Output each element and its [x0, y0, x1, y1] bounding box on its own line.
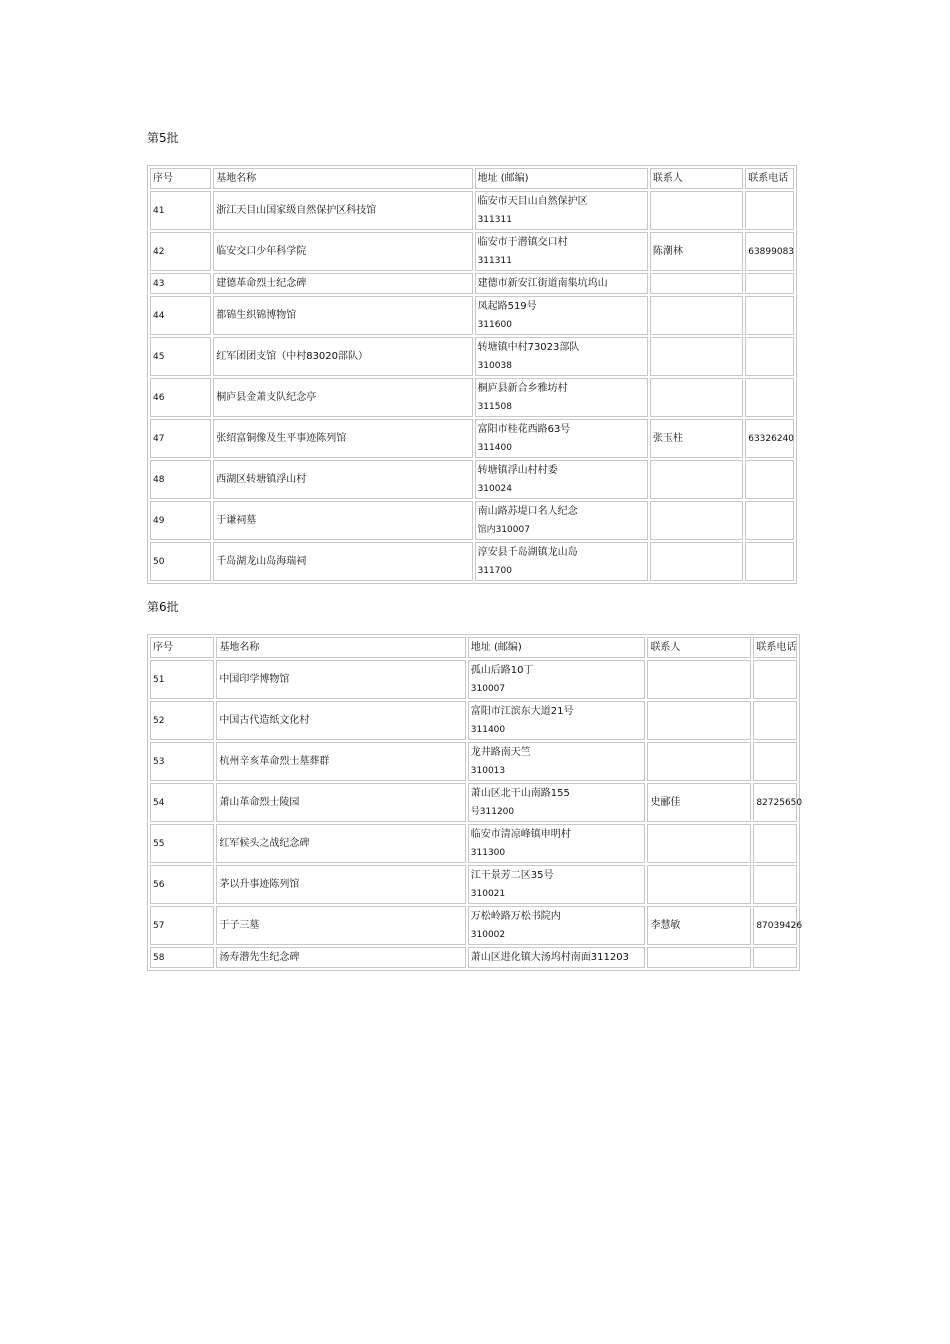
cell-contact	[647, 660, 751, 699]
postcode-line: 311600	[477, 319, 512, 330]
header-phone: 联系电话	[745, 168, 794, 189]
cell-name: 于子三墓	[216, 906, 465, 945]
cell-phone	[745, 273, 794, 294]
cell-contact	[650, 501, 743, 540]
address-line: 江干景芳二区35号	[470, 869, 554, 881]
cell-address	[468, 742, 646, 781]
header-name: 基地名称	[216, 637, 465, 658]
cell-name: 汤寿潜先生纪念碑	[216, 947, 465, 968]
cell-contact: 张玉柱	[650, 419, 743, 458]
address-line: 建德市新安江街道南集坑坞山	[477, 277, 608, 289]
cell-contact	[647, 865, 751, 904]
postcode-line: 310038	[477, 360, 512, 371]
cell-address	[468, 660, 646, 699]
address-line: 万松岭路万松书院内	[470, 910, 561, 922]
cell-address	[468, 947, 646, 968]
postcode-line: 311400	[477, 442, 512, 453]
cell-name: 中国印学博物馆	[216, 660, 465, 699]
postcode-line: 馆内310007	[477, 524, 530, 535]
postcode-line: 310002	[470, 929, 506, 940]
table-row	[150, 906, 797, 945]
cell-no: 48	[150, 460, 211, 499]
header-address: 地址 (邮编)	[468, 637, 646, 658]
cell-no: 43	[150, 273, 211, 294]
cell-contact	[647, 824, 751, 863]
table-row	[150, 701, 797, 740]
cell-phone	[745, 542, 794, 581]
cell-contact	[650, 460, 743, 499]
cell-address	[475, 191, 648, 230]
cell-no: 45	[150, 337, 211, 376]
cell-no: 55	[150, 824, 214, 863]
cell-name: 杭州辛亥革命烈士墓葬群	[216, 742, 465, 781]
cell-name: 建德革命烈士纪念碑	[213, 273, 472, 294]
cell-phone	[745, 460, 794, 499]
header-address: 地址 (邮编)	[475, 168, 648, 189]
cell-name: 中国古代造纸文化村	[216, 701, 465, 740]
cell-address	[475, 296, 648, 335]
cell-address	[475, 337, 648, 376]
cell-contact	[650, 337, 743, 376]
header-row	[150, 168, 794, 189]
cell-phone	[745, 191, 794, 230]
cell-address	[475, 419, 648, 458]
cell-address	[468, 783, 646, 822]
cell-name: 红军团团支馆（中村83020部队）	[213, 337, 472, 376]
address-line: 淳安县千岛湖镇龙山岛	[477, 546, 578, 558]
header-no: 序号	[150, 168, 211, 189]
cell-name: 茅以升事迹陈列馆	[216, 865, 465, 904]
batch5-title: 第5批	[147, 131, 179, 145]
cell-contact	[647, 947, 751, 968]
postcode-line: 311311	[477, 214, 512, 225]
postcode-line: 号311200	[470, 806, 515, 817]
batch5-table	[147, 165, 797, 584]
table-row	[150, 460, 794, 499]
header-name: 基地名称	[213, 168, 472, 189]
cell-no: 50	[150, 542, 211, 581]
cell-contact	[650, 191, 743, 230]
cell-contact: 陈潮林	[650, 232, 743, 271]
cell-name: 千岛湖龙山岛海瑞祠	[213, 542, 472, 581]
cell-name: 张绍富铜像及生平事迹陈列馆	[213, 419, 472, 458]
table-row	[150, 783, 797, 822]
address-line: 富阳市桂花西路63号	[477, 423, 571, 435]
cell-address	[468, 701, 646, 740]
postcode-line: 311700	[477, 565, 512, 576]
cell-phone	[753, 701, 797, 740]
cell-name: 萧山革命烈士陵园	[216, 783, 465, 822]
cell-address	[468, 906, 646, 945]
table-row	[150, 232, 794, 271]
cell-contact	[650, 296, 743, 335]
cell-no: 53	[150, 742, 214, 781]
cell-no: 52	[150, 701, 214, 740]
cell-no: 44	[150, 296, 211, 335]
address-line: 临安市天目山自然保护区	[477, 195, 588, 207]
cell-phone: 63899083	[745, 232, 794, 271]
cell-phone	[753, 865, 797, 904]
cell-phone	[753, 824, 797, 863]
batch6-title: 第6批	[147, 600, 179, 614]
postcode-line: 311508	[477, 401, 512, 412]
cell-contact	[647, 701, 751, 740]
cell-no: 47	[150, 419, 211, 458]
postcode-line: 311300	[470, 847, 506, 858]
table-row	[150, 824, 797, 863]
address-line: 孤山后路10丁	[470, 664, 534, 676]
cell-no: 56	[150, 865, 214, 904]
table-row	[150, 191, 794, 230]
address-line: 桐庐县新合乡雅坊村	[477, 382, 568, 394]
batch6-table	[147, 634, 803, 971]
cell-address	[475, 273, 648, 294]
batch6-tbody	[150, 637, 803, 968]
address-line: 萧山区北干山南路155	[470, 787, 570, 799]
postcode-line: 310007	[470, 683, 506, 694]
cell-name: 于谦祠墓	[213, 501, 472, 540]
address-line: 富阳市江滨东大道21号	[470, 705, 574, 717]
table-row	[150, 378, 794, 417]
cell-phone: 87039426	[753, 906, 797, 945]
cell-phone	[745, 296, 794, 335]
cell-contact: 李慧敏	[647, 906, 751, 945]
table-row	[150, 501, 794, 540]
cell-no: 49	[150, 501, 211, 540]
cell-address	[468, 865, 646, 904]
postcode-line: 310021	[470, 888, 506, 899]
header-contact: 联系人	[650, 168, 743, 189]
cell-contact	[650, 378, 743, 417]
table-row	[150, 947, 797, 968]
header-no: 序号	[150, 637, 214, 658]
cell-phone	[745, 378, 794, 417]
address-line: 临安市清凉峰镇申明村	[470, 828, 571, 840]
cell-name: 都锦生织锦博物馆	[213, 296, 472, 335]
cell-phone	[745, 337, 794, 376]
cell-no: 57	[150, 906, 214, 945]
table-row	[150, 296, 794, 335]
postcode-line: 311400	[470, 724, 506, 735]
address-line: 临安市于潜镇交口村	[477, 236, 568, 248]
cell-name: 桐庐县金萧支队纪念亭	[213, 378, 472, 417]
cell-no: 58	[150, 947, 214, 968]
cell-address	[475, 232, 648, 271]
table-row	[150, 419, 794, 458]
cell-phone	[753, 947, 797, 968]
address-line: 转塘镇浮山村村委	[477, 464, 558, 476]
cell-no: 54	[150, 783, 214, 822]
cell-contact	[650, 542, 743, 581]
cell-phone	[753, 742, 797, 781]
address-line: 转塘镇中村73023部队	[477, 341, 580, 353]
table-row	[150, 865, 797, 904]
cell-address	[468, 824, 646, 863]
postcode-line: 310013	[470, 765, 506, 776]
table-row	[150, 273, 794, 294]
cell-address	[475, 460, 648, 499]
table-row	[150, 660, 797, 699]
cell-no: 46	[150, 378, 211, 417]
cell-no: 41	[150, 191, 211, 230]
cell-phone: 63326240	[745, 419, 794, 458]
header-contact: 联系人	[647, 637, 751, 658]
cell-name: 浙江天目山国家级自然保护区科技馆	[213, 191, 472, 230]
batch5-tbody	[150, 168, 794, 581]
cell-no: 51	[150, 660, 214, 699]
cell-address	[475, 542, 648, 581]
postcode-line: 311311	[477, 255, 512, 266]
cell-phone	[745, 501, 794, 540]
address-line: 龙井路南天竺	[470, 746, 531, 758]
cell-phone: 82725650	[753, 783, 797, 822]
postcode-line: 310024	[477, 483, 512, 494]
address-line: 凤起路519号	[477, 300, 537, 312]
cell-name: 红军候头之战纪念碑	[216, 824, 465, 863]
table-row	[150, 742, 797, 781]
cell-name: 西湖区转塘镇浮山村	[213, 460, 472, 499]
address-line: 萧山区进化镇大汤坞村南面311203	[470, 951, 629, 963]
table-row	[150, 337, 794, 376]
cell-no: 42	[150, 232, 211, 271]
cell-contact	[647, 742, 751, 781]
header-row	[150, 637, 797, 658]
cell-name: 临安交口少年科学院	[213, 232, 472, 271]
cell-phone	[753, 660, 797, 699]
address-line: 南山路苏堤口名人纪念	[477, 505, 578, 517]
cell-address	[475, 501, 648, 540]
table-row	[150, 542, 794, 581]
header-phone: 联系电话	[753, 637, 797, 658]
cell-address	[475, 378, 648, 417]
cell-contact: 史郦佳	[647, 783, 751, 822]
cell-contact	[650, 273, 743, 294]
